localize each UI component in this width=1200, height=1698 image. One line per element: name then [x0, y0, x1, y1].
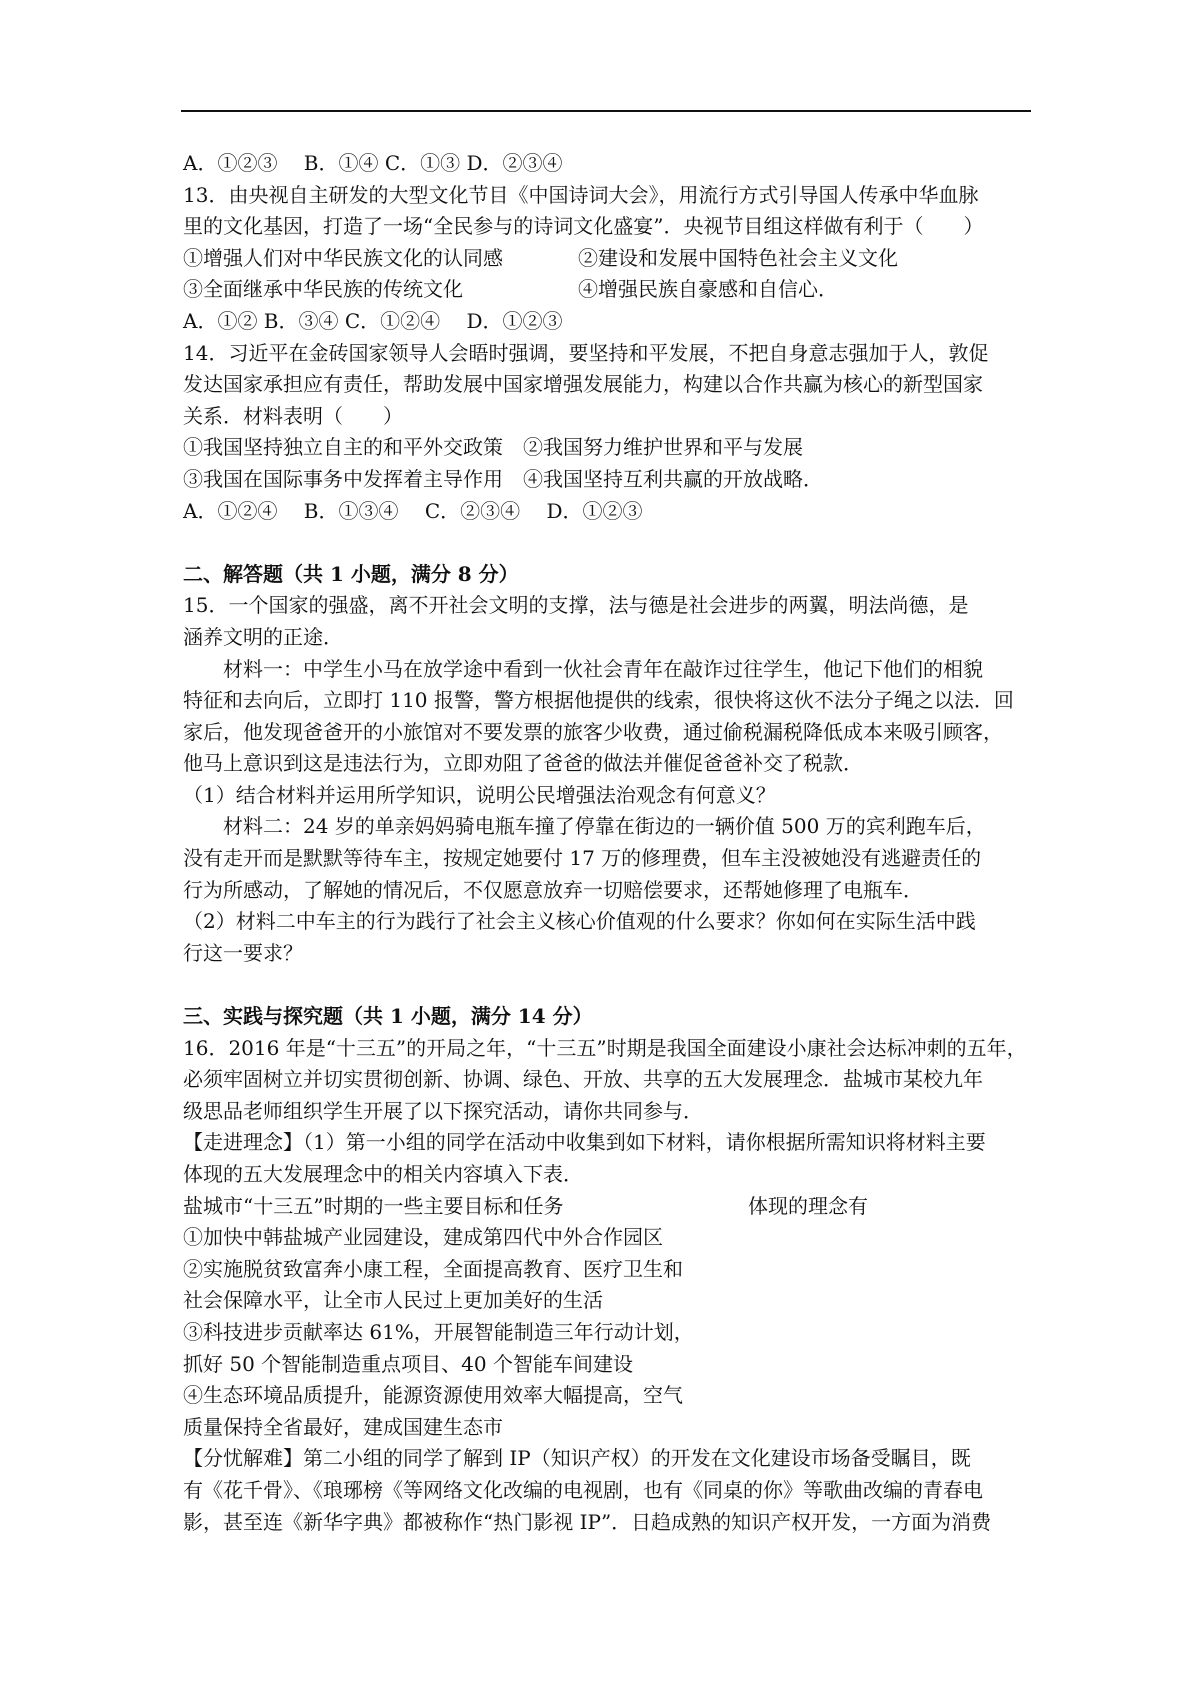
table-row: 抓好 50 个智能制造重点项目、40 个智能车间建设: [183, 1351, 633, 1376]
q15-intro-line: 涵养文明的正途．: [183, 624, 343, 649]
table-row: ②实施脱贫致富奔小康工程，全面提高教育、医疗卫生和: [183, 1256, 683, 1281]
q13-stem-line: 里的文化基因，打造了一场“全民参与的诗词文化盛宴”．央视节目组这样做有利于（ ）: [183, 214, 984, 239]
section-3-title: 三、实践与探究题（共 1 小题，满分 14 分）: [183, 1004, 593, 1029]
q13-choice-2: ②建设和发展中国特色社会主义文化: [578, 245, 898, 270]
q13-choice-1: ①增强人们对中华民族文化的认同感: [183, 245, 503, 270]
material-2-line: 材料二：24 岁的单亲妈妈骑电瓶车撞了停靠在街边的一辆价值 500 万的宾利跑车后，: [223, 814, 986, 839]
table-header-col-1: 盐城市“十三五”时期的一些主要目标和任务: [183, 1193, 564, 1218]
q16-intro-line: 16．2016 年是“十三五”的开局之年，“十三五”时期是我国全面建设小康社会达标冲刺的五年，: [183, 1035, 1027, 1060]
material-2-line: 行为所感动，了解她的情况后，不仅愿意放弃一切赔偿要求，还帮她修理了电瓶车．: [183, 877, 923, 902]
material-2-line: 没有走开而是默默等待车主，按规定她要付 17 万的修理费，但车主没被她没有逃避责任的: [183, 846, 982, 871]
q13-choice-3: ③全面继承中华民族的传统文化: [183, 277, 463, 302]
q12-options: A．①②③ B．①④ C．①③ D．②③④: [183, 151, 563, 175]
header-rule: [181, 110, 1031, 112]
table-header: [183, 1191, 1033, 1223]
q15-intro-line: 15．一个国家的强盛，离不开社会文明的支撑，法与德是社会进步的两翼，明法尚德，是: [183, 593, 969, 618]
q13-choice-row: [183, 274, 1033, 306]
part-2-line: 影，甚至连《新华字典》都被称作“热门影视 IP”．日趋成熟的知识产权开发，一方面为消费: [183, 1509, 992, 1534]
q16-intro-line: 级思品老师组织学生开展了以下探究活动，请你共同参与．: [183, 1098, 703, 1123]
table-row: 质量保持全省最好，建成国建生态市: [183, 1414, 503, 1439]
q13-stem-line: 13．由央视自主研发的大型文化节目《中国诗词大会》，用流行方式引导国人传承中华血脉: [183, 182, 979, 207]
q14-stem-line: 14．习近平在金砖国家领导人会晤时强调，要坚持和平发展，不把自身意志强加于人，敦促: [183, 340, 989, 365]
q15-question-1: （1）结合材料并运用所学知识，说明公民增强法治观念有何意义？: [183, 782, 776, 807]
q14-options: A．①②④ B．①③④ C．②③④ D．①②③: [183, 498, 643, 523]
q16-intro-line: 必须牢固树立并切实贯彻创新、协调、绿色、开放、共享的五大发展理念．盐城市某校九年: [183, 1067, 983, 1092]
table-row: 社会保障水平，让全市人民过上更加美好的生活: [183, 1288, 603, 1313]
part-1-line: 【走进理念】（1）第一小组的同学在活动中收集到如下材料，请你根据所需知识将材料主要: [183, 1130, 986, 1155]
q13-options: A．①② B．③④ C．①②④ D．①②③: [183, 308, 563, 333]
table-row: ③科技进步贡献率达 61%，开展智能制造三年行动计划，: [183, 1319, 694, 1344]
material-1-line: 家后，他发现爸爸开的小旅馆对不要发票的旅客少收费，通过偷税漏税降低成本来吸引顾客，: [183, 719, 1003, 744]
table-row: ④生态环境品质提升，能源资源使用效率大幅提高，空气: [183, 1383, 683, 1408]
part-2-line: 【分忧解难】第二小组的同学了解到 IP（知识产权）的开发在文化建设市场备受瞩目，既: [183, 1446, 971, 1471]
material-1-line: 他马上意识到这是违法行为，立即劝阻了爸爸的做法并催促爸爸补交了税款．: [183, 751, 863, 776]
q14-choice-row: ①我国坚持独立自主的和平外交政策 ②我国努力维护世界和平与发展: [183, 435, 803, 460]
spacer: [183, 527, 1033, 559]
q13-choice-row: [183, 243, 1033, 275]
table-header-col-2: 体现的理念有: [748, 1193, 868, 1218]
part-1-line: 体现的五大发展理念中的相关内容填入下表．: [183, 1162, 583, 1186]
material-1-line: 特征和去向后，立即打 110 报警，警方根据他提供的线索，很快将这伙不法分子绳之以法．回: [183, 688, 1014, 713]
q14-choice-row: ③我国在国际事务中发挥着主导作用 ④我国坚持互利共赢的开放战略．: [183, 466, 823, 491]
q15-question-2-line: （2）材料二中车主的行为践行了社会主义核心价值观的什么要求？你如何在实际生活中践: [183, 909, 976, 934]
section-2-title: 二、解答题（共 1 小题，满分 8 分）: [183, 561, 519, 586]
material-1-line: 材料一：中学生小马在放学途中看到一伙社会青年在敲诈过往学生，他记下他们的相貌: [223, 656, 983, 681]
q14-stem-line: 发达国家承担应有责任，帮助发展中国家增强发展能力，构建以合作共赢为核心的新型国家: [183, 372, 983, 397]
table-row: ①加快中韩盐城产业园建设，建成第四代中外合作园区: [183, 1225, 663, 1250]
part-2-line: 有《花千骨》、《琅琊榜《等网络文化改编的电视剧，也有《同桌的你》等歌曲改编的青春电: [183, 1477, 983, 1502]
q15-question-2-line: 行这一要求？: [183, 940, 303, 965]
spacer: [183, 969, 1033, 1001]
q14-stem-line: 关系．材料表明（ ）: [183, 403, 403, 428]
document-body: [183, 148, 1033, 1538]
q13-choice-4: ④增强民族自豪感和自信心．: [578, 277, 838, 302]
